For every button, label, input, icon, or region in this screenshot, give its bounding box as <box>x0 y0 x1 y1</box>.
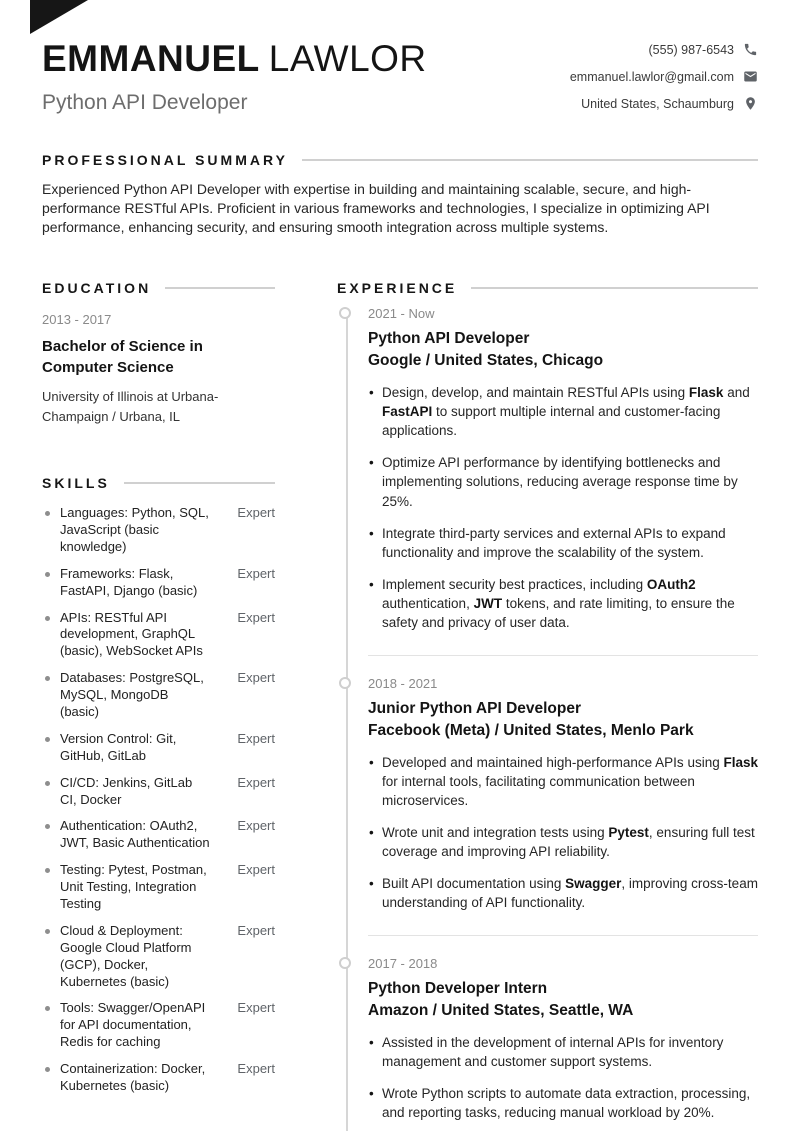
skill-item <box>42 566 275 600</box>
experience-timeline <box>337 306 758 1131</box>
experience-bullet: • Integrate third-party services and external APIs to expand functionality and improve the scalability of the system. <box>382 524 758 562</box>
skills-section-head <box>42 475 275 491</box>
heading-rule <box>165 287 275 289</box>
two-column-body <box>42 280 758 1131</box>
contact-location <box>570 90 758 117</box>
experience-entry <box>368 306 758 656</box>
experience-bullet: • Built API documentation using Swagger, improving cross-team understanding of API functionality. <box>382 874 758 912</box>
contact-phone <box>570 36 758 63</box>
timeline-circle-icon <box>339 677 351 689</box>
education-period: 2013 - 2017 <box>42 311 112 327</box>
skill-label: Cloud & Deployment: Google Cloud Platform (GCP), Docker, Kubernetes (basic) <box>60 922 192 989</box>
professional-summary-section <box>42 152 758 238</box>
skill-level: Expert <box>237 670 275 686</box>
experience-bullet: • Wrote Python scripts to automate data extraction, processing, and reporting tasks, reducing manual workload by 20%. <box>382 1084 758 1122</box>
education-section <box>42 280 275 427</box>
timeline-circle-icon <box>339 957 351 969</box>
skill-item <box>42 862 275 913</box>
skill-item <box>42 610 275 661</box>
contact-email <box>570 63 758 90</box>
experience-bullet: • Assisted in the development of internal APIs for inventory management and customer support systems. <box>382 1033 758 1071</box>
experience-company: Facebook (Meta) / United States, Menlo Park <box>368 721 694 739</box>
skills-heading: SKILLS <box>42 475 110 492</box>
heading-rule <box>124 482 275 484</box>
experience-company: Google / United States, Chicago <box>368 351 604 369</box>
skill-level: Expert <box>237 565 275 581</box>
contact-info <box>570 36 758 117</box>
email-icon <box>743 69 758 84</box>
summary-heading: PROFESSIONAL SUMMARY <box>42 151 288 168</box>
skill-item <box>42 775 275 809</box>
bullet-dot-icon <box>45 572 50 577</box>
experience-period: 2021 - Now <box>368 305 435 321</box>
skill-item <box>42 731 275 765</box>
experience-entries <box>368 306 758 1131</box>
summary-text: Experienced Python API Developer with expertise in building and maintaining scalable, secure, and high-performance RESTful APIs. Proficient in various frameworks and technologies, I specialize in optimizing API performance, enhancing security, and ensuring smooth integration across multiple systems. <box>42 180 710 236</box>
education-degree: Bachelor of Science in Computer Science <box>42 337 203 376</box>
experience-bullet-list <box>368 753 758 913</box>
first-name: EMMANUEL <box>42 38 260 79</box>
skill-label: Tools: Swagger/OpenAPI for API documentation, Redis for caching <box>60 1000 206 1050</box>
experience-bullet: • Design, develop, and maintain RESTful APIs using Flask and FastAPI to support multiple internal and customer-facing applications. <box>382 383 758 440</box>
skill-label: Languages: Python, SQL, JavaScript (basic knowledge) <box>60 505 209 554</box>
job-title: Python API Developer <box>42 90 248 114</box>
bullet-dot-icon <box>45 781 50 786</box>
skill-label: Containerization: Docker, Kubernetes (basic) <box>60 1061 206 1093</box>
experience-period: 2018 - 2021 <box>368 675 438 691</box>
skill-label: APIs: RESTful API development, GraphQL (basic), WebSocket APIs <box>60 609 203 659</box>
skill-label: CI/CD: Jenkins, GitLab CI, Docker <box>60 774 193 807</box>
education-section-head <box>42 280 275 296</box>
experience-bullet: • Optimize API performance by identifying bottlenecks and implementing solutions, reducing average response time by 25%. <box>382 453 758 510</box>
skills-list <box>42 505 275 1095</box>
bullet-dot-icon <box>45 868 50 873</box>
bullet-dot-icon <box>45 929 50 934</box>
experience-entry <box>368 956 758 1131</box>
skill-label: Databases: PostgreSQL, MySQL, MongoDB (basic) <box>60 670 204 719</box>
skill-level: Expert <box>237 818 275 834</box>
heading-rule <box>471 287 758 289</box>
experience-bullet-list <box>368 383 758 633</box>
skill-label: Version Control: Git, GitHub, GitLab <box>60 730 177 763</box>
phone-icon <box>743 42 758 57</box>
bullet-dot-icon <box>45 1067 50 1072</box>
experience-heading: EXPERIENCE <box>337 279 458 296</box>
email-address: emmanuel.lawlor@gmail.com <box>569 69 734 84</box>
education-heading: EDUCATION <box>42 279 152 296</box>
last-name: LAWLOR <box>268 38 427 79</box>
skills-section <box>42 475 275 1095</box>
skill-item <box>42 1000 275 1051</box>
skill-item <box>42 1061 275 1095</box>
location-text: United States, Schaumburg <box>581 96 734 111</box>
skill-item <box>42 923 275 991</box>
bullet-dot-icon <box>45 616 50 621</box>
skill-level: Expert <box>237 609 275 625</box>
experience-section-head <box>337 280 758 296</box>
bullet-dot-icon <box>45 1006 50 1011</box>
skill-level: Expert <box>237 505 275 521</box>
skill-level: Expert <box>237 862 275 878</box>
education-school: University of Illinois at Urbana-Champaign / Urbana, IL <box>42 388 219 424</box>
skill-item <box>42 818 275 852</box>
experience-entry <box>368 676 758 936</box>
bullet-dot-icon <box>45 511 50 516</box>
summary-section-head <box>42 152 758 168</box>
experience-bullet: • Implement security best practices, including OAuth2 authentication, JWT tokens, and rate limiting, to ensure the safety and privacy of user data. <box>382 575 758 632</box>
right-column <box>337 280 758 1131</box>
experience-bullet: • Developed and maintained high-performance APIs using Flask for internal tools, facilitating communication between microservices. <box>382 753 758 810</box>
experience-job-title: Junior Python API Developer <box>368 699 582 717</box>
heading-rule <box>302 159 758 161</box>
skill-level: Expert <box>237 1000 275 1016</box>
skill-item <box>42 505 275 556</box>
skill-label: Testing: Pytest, Postman, Unit Testing, Integration Testing <box>60 862 207 911</box>
skill-label: Authentication: OAuth2, JWT, Basic Authentication <box>60 818 210 851</box>
experience-job-title: Python Developer Intern <box>368 979 548 997</box>
skill-level: Expert <box>237 922 275 938</box>
location-icon <box>743 96 758 111</box>
timeline-line <box>346 318 348 1131</box>
phone-number: (555) 987-6543 <box>648 42 734 57</box>
experience-company: Amazon / United States, Seattle, WA <box>368 1001 634 1019</box>
skill-level: Expert <box>237 1061 275 1077</box>
experience-bullet-list <box>368 1033 758 1123</box>
skill-level: Expert <box>237 774 275 790</box>
left-column <box>42 280 275 1131</box>
skill-item <box>42 670 275 721</box>
skill-label: Frameworks: Flask, FastAPI, Django (basic) <box>60 565 198 598</box>
resume-header <box>0 0 800 115</box>
experience-bullet: • Wrote unit and integration tests using Pytest, ensuring full test coverage and improving API reliability. <box>382 823 758 861</box>
bullet-dot-icon <box>45 824 50 829</box>
experience-period: 2017 - 2018 <box>368 955 438 971</box>
experience-job-title: Python API Developer <box>368 329 530 347</box>
timeline-circle-icon <box>339 307 351 319</box>
bullet-dot-icon <box>45 676 50 681</box>
skill-level: Expert <box>237 730 275 746</box>
bullet-dot-icon <box>45 737 50 742</box>
